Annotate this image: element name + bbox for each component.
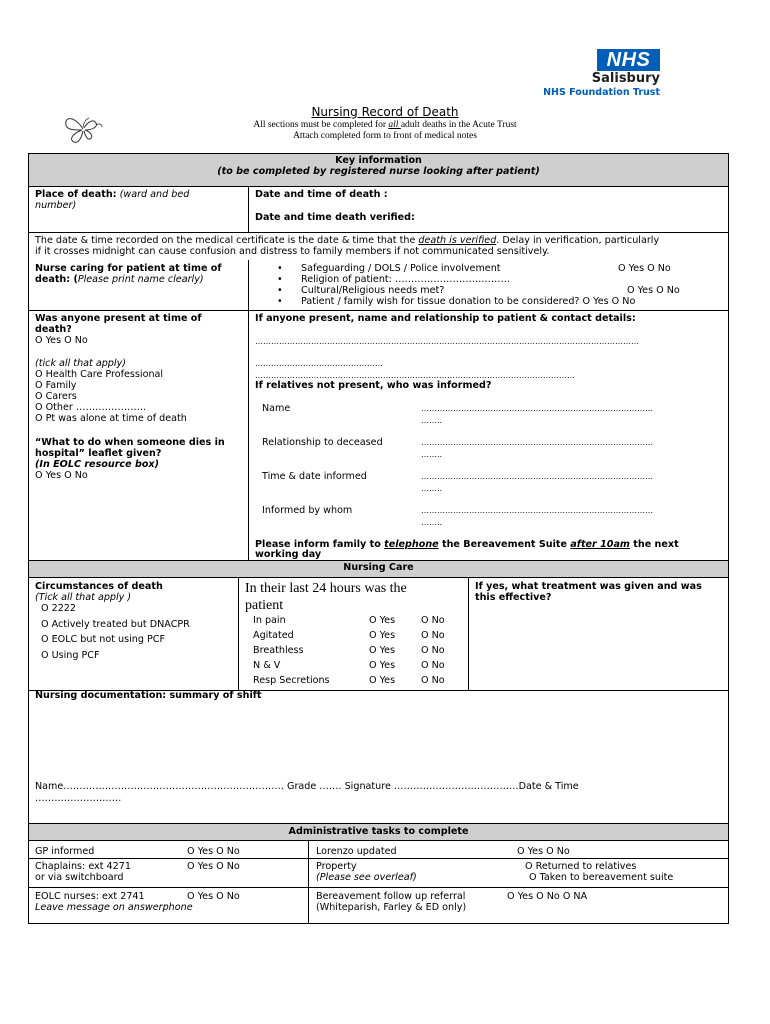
symptom-label: Breathless	[253, 645, 304, 656]
trust-name: NHS Foundation Trust	[543, 87, 660, 98]
bereavement-referral-hint: (Whiteparish, Farley & ED only)	[316, 902, 467, 913]
form-title: Nursing Record of Death	[311, 105, 459, 119]
date-time-verified-label: Date and time death verified:	[255, 212, 415, 223]
option-carers[interactable]: O Carers	[35, 391, 77, 402]
cultural-needs-question: Cultural/Religious needs met?	[301, 285, 445, 296]
circumstances-hint: (Tick all that apply )	[35, 592, 132, 603]
bereavement-referral-label: Bereavement follow up referral	[316, 891, 466, 902]
informed-by-field[interactable]: ……………………………………………………………………………	[421, 506, 653, 515]
leaflet-question-2: hospital” leaflet given?	[35, 448, 162, 459]
symptom-no[interactable]: O No	[421, 630, 445, 641]
bullet-dot: •	[277, 285, 283, 296]
relationship-field-2[interactable]: ……..	[421, 450, 443, 459]
present-details-line-2[interactable]: …………………………………………	[255, 359, 383, 368]
leaflet-question: “What to do when someone dies in	[35, 437, 225, 448]
informed-name-label: Name	[262, 403, 291, 414]
symptom-yes[interactable]: O Yes	[369, 630, 396, 641]
chaplains-label: Chaplains: ext 4271	[35, 861, 131, 872]
time-date-informed-label: Time & date informed	[262, 471, 367, 482]
bullet-dot: •	[277, 274, 283, 285]
gp-informed-options[interactable]: O Yes O No	[187, 846, 240, 857]
nurse-caring-label: Nurse caring for patient at time of	[35, 263, 222, 274]
lorenzo-options[interactable]: O Yes O No	[517, 846, 570, 857]
option-health-care-professional[interactable]: O Health Care Professional	[35, 369, 164, 380]
religion-question[interactable]: Religion of patient: ………………………………	[301, 274, 511, 285]
symptom-yes[interactable]: O Yes	[369, 615, 396, 626]
symptom-no[interactable]: O No	[421, 660, 445, 671]
key-info-subheading: (to be completed by registered nurse looking after patient)	[217, 166, 540, 177]
place-of-death-hint: number)	[35, 200, 77, 211]
circumstances-label: Circumstances of death	[35, 581, 163, 592]
lorenzo-label: Lorenzo updated	[316, 846, 397, 857]
leaflet-question-3: (In EOLC resource box)	[35, 459, 159, 470]
bereavement-referral-options[interactable]: O Yes O No O NA	[507, 891, 588, 902]
treatment-field[interactable]	[475, 606, 720, 686]
symptom-yes[interactable]: O Yes	[369, 660, 396, 671]
time-date-informed-field[interactable]: ……………………………………………………………………………	[421, 472, 653, 481]
verification-note-line-2: if it crosses midnight can cause confusion and distress to family members if not communicated sensitively.	[35, 246, 550, 257]
circumstance-dnacpr[interactable]: O Actively treated but DNACPR	[41, 619, 190, 630]
date-time-verified-field[interactable]	[430, 210, 720, 224]
anyone-present-question-2: death?	[35, 324, 72, 335]
nursing-care-heading: Nursing Care	[343, 562, 414, 573]
signature-line[interactable]: Name…………………………………………………………… Grade ……. Signature …………………………………Date & Time	[35, 781, 579, 792]
symptom-no[interactable]: O No	[421, 645, 445, 656]
relationship-label: Relationship to deceased	[262, 437, 383, 448]
safeguarding-options[interactable]: O Yes O No	[618, 263, 671, 274]
circumstance-using-pcf[interactable]: O Using PCF	[41, 650, 100, 661]
symptom-no[interactable]: O No	[421, 615, 445, 626]
chaplains-label-2: or via switchboard	[35, 872, 124, 883]
treatment-question-2: this effective?	[475, 592, 552, 603]
last-24-hours-heading: In their last 24 hours was the	[245, 581, 407, 596]
symptom-label: Agitated	[253, 630, 294, 641]
property-hint: (Please see overleaf)	[316, 872, 417, 883]
header-line-1: All sections must be completed for all adult deaths in the Acute Trust	[253, 120, 517, 130]
property-label: Property	[316, 861, 357, 872]
symptom-label: In pain	[253, 615, 286, 626]
safeguarding-question: Safeguarding / DOLS / Police involvement	[301, 263, 501, 274]
informed-by-field-2[interactable]: ……..	[421, 518, 443, 527]
chaplains-options[interactable]: O Yes O No	[187, 861, 240, 872]
option-alone[interactable]: O Pt was alone at time of death	[35, 413, 187, 424]
informed-name-field[interactable]: ……………………………………………………………………………	[421, 404, 653, 413]
date-time-of-death-label: Date and time of death :	[255, 189, 388, 200]
symptom-yes[interactable]: O Yes	[369, 675, 396, 686]
circumstance-eolc-no-pcf[interactable]: O EOLC but not using PCF	[41, 634, 166, 645]
property-bereavement-option[interactable]: O Taken to bereavement suite	[529, 872, 674, 883]
property-returned-option[interactable]: O Returned to relatives	[525, 861, 637, 872]
eolc-nurses-label: EOLC nurses: ext 2741	[35, 891, 145, 902]
symptom-yes[interactable]: O Yes	[369, 645, 396, 656]
last-24-hours-heading-2: patient	[245, 598, 284, 613]
leaflet-options[interactable]: O Yes O No	[35, 470, 88, 481]
nurse-caring-label-2: death: (Please print name clearly)	[35, 274, 204, 285]
nhs-logo: NHS	[597, 49, 660, 71]
header-line-2: Attach completed form to front of medical notes	[293, 131, 477, 141]
inform-family-note-2: working day	[255, 549, 322, 560]
place-of-death-label: Place of death: (ward and bed	[35, 189, 190, 200]
eolc-nurses-options[interactable]: O Yes O No	[187, 891, 240, 902]
nurse-name-field[interactable]	[36, 287, 241, 305]
treatment-question: If yes, what treatment was given and was	[475, 581, 702, 592]
documentation-heading: Nursing documentation: summary of shift	[35, 690, 262, 701]
option-family[interactable]: O Family	[35, 380, 77, 391]
admin-heading: Administrative tasks to complete	[288, 826, 469, 837]
not-present-heading: If relatives not present, who was informed?	[255, 380, 492, 391]
key-info-heading: Key information	[335, 155, 422, 166]
signature-line-2[interactable]: ………………………	[35, 793, 122, 804]
place-of-death-field[interactable]	[36, 212, 241, 228]
tick-all-hint: (tick all that apply)	[35, 358, 126, 369]
tissue-donation-question[interactable]: Patient / family wish for tissue donation to be considered? O Yes O No	[301, 296, 636, 307]
anyone-present-options[interactable]: O Yes O No	[35, 335, 88, 346]
present-details-heading: If anyone present, name and relationship to patient & contact details:	[255, 313, 636, 324]
bullet-dot: •	[277, 263, 283, 274]
inform-family-note: Please inform family to telephone the Bereavement Suite after 10am the next	[255, 539, 679, 550]
anyone-present-question: Was anyone present at time of	[35, 313, 202, 324]
org-name: Salisbury	[591, 71, 660, 86]
verification-note: The date & time recorded on the medical certificate is the date & time that the death is verified. Delay in verification, particularly	[35, 235, 660, 246]
cultural-needs-options[interactable]: O Yes O No	[627, 285, 680, 296]
symptom-label: Resp Secretions	[253, 675, 330, 686]
gp-informed-label: GP informed	[35, 846, 95, 857]
informed-name-field-2[interactable]: ……..	[421, 416, 443, 425]
option-other[interactable]: O Other ………………….	[35, 402, 147, 413]
documentation-field[interactable]	[35, 705, 720, 775]
informed-by-label: Informed by whom	[262, 505, 353, 516]
date-time-of-death-field[interactable]	[400, 187, 720, 201]
circumstance-2222[interactable]: O 2222	[41, 603, 77, 614]
symptom-label: N & V	[253, 660, 281, 671]
relationship-field[interactable]: ……………………………………………………………………………	[421, 438, 653, 447]
present-details-line-3[interactable]: …………………………………………………………………………………………………………	[255, 371, 575, 380]
symptom-no[interactable]: O No	[421, 675, 445, 686]
eolc-nurses-hint: Leave message on answerphone	[35, 902, 193, 913]
time-date-informed-field-2[interactable]: ……..	[421, 484, 443, 493]
bullet-dot: •	[277, 296, 283, 307]
present-details-line-1[interactable]: ………………………………………………………………………………………………………………………………	[255, 337, 639, 346]
